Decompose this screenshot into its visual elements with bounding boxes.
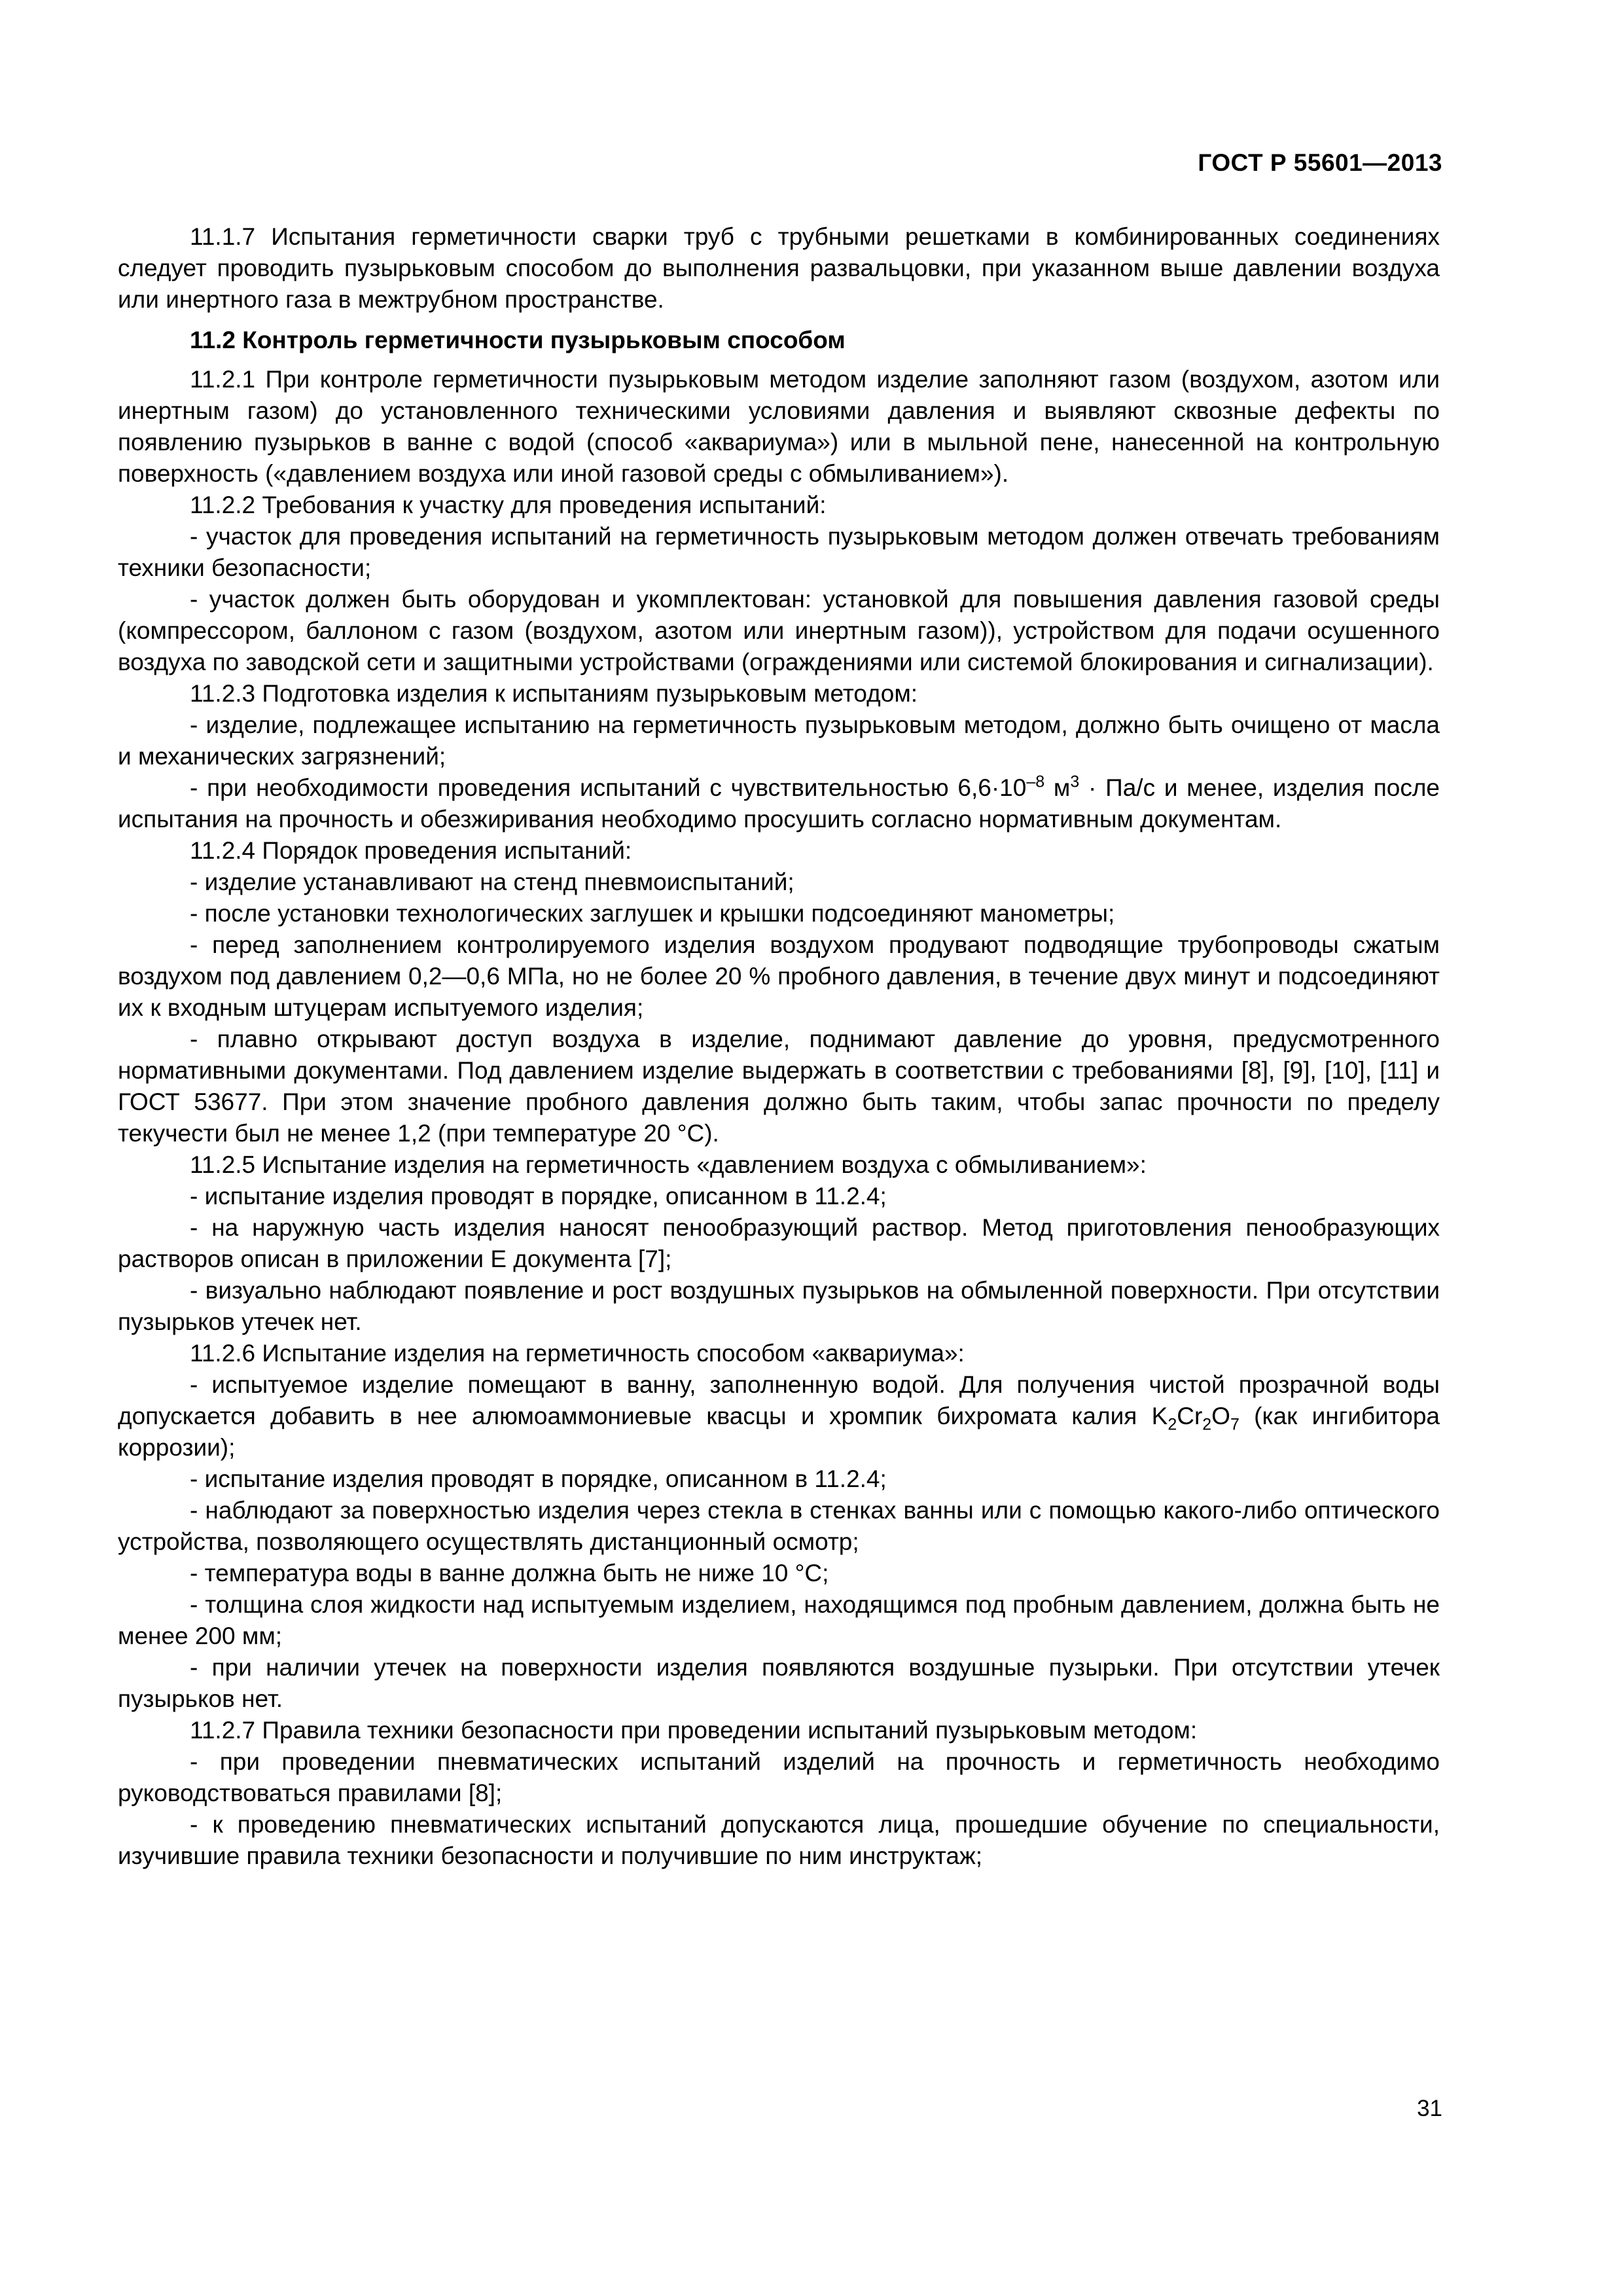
text-fragment: - при необходимости проведения испытаний с чувствительностью 6,6·10 [190, 774, 1027, 801]
list-item: - после установки технологических заглушек и крышки подсоединяют манометры; [190, 900, 1115, 927]
text-fragment: · Па/с и менее, изделия после испытания на прочность и обезжиривания необходимо просушить согласно нормативным документам. [118, 774, 1440, 833]
list-item: - к проведению пневматических испытаний допускаются лица, прошедшие обучение по специальности, изучившие правила техники безопасности и получившие по ним инструктаж; [118, 1811, 1440, 1869]
subscript: 2 [1168, 1415, 1177, 1434]
list-item: - участок для проведения испытаний на герметичность пузырьковым методом должен отвечать требованиям техники безопасности; [118, 523, 1440, 581]
standard-code-header: ГОСТ Р 55601—2013 [1198, 149, 1442, 176]
list-item: - испытание изделия проводят в порядке, описанном в 11.2.4; [190, 1465, 887, 1492]
document-body [118, 221, 1440, 1872]
page-number: 31 [1417, 2096, 1442, 2121]
list-item: - плавно открывают доступ воздуха в изделие, поднимают давление до уровня, предусмотренного нормативными документами. Под давлением изделие выдержать в соответствии с требованиями [8], [9], [10], [11] и ГОСТ 53677. При этом значение пробного давления должно быть таким, чтобы запас прочности по пределу текучести был не менее 1,2 (при температуре 20 °C). [118, 1026, 1440, 1147]
list-item-sensitivity [118, 772, 1440, 835]
list-item: - перед заполнением контролируемого изделия воздухом продувают подводящие трубопроводы сжатым воздухом под давлением 0,2—0,6 МПа, но не более 20 % пробного давления, в течение двух минут и подсоединяют их к входным штуцерам испытуемого изделия; [118, 931, 1440, 1021]
paragraph-11-1-7: 11.1.7 Испытания герметичности сварки труб с трубными решетками в комбинированных соединениях следует проводить пузырьковым способом до выполнения развальцовки, при указанном выше давлении воздуха или инертного газа в межтрубном пространстве. [118, 223, 1440, 313]
paragraph-11-2-3: 11.2.3 Подготовка изделия к испытаниям пузырьковым методом: [190, 680, 918, 707]
list-item: - изделие, подлежащее испытанию на герметичность пузырьковым методом, должно быть очищено от масла и механических загрязнений; [118, 711, 1440, 770]
list-item: - температура воды в ванне должна быть не ниже 10 °C; [190, 1560, 829, 1587]
text-fragment: - испытуемое изделие помещают в ванну, заполненную водой. Для получения чистой прозрачной воды допускается добавить в нее алюмоаммониевые квасцы и хромпик бихромата калия K [118, 1371, 1440, 1429]
paragraph-11-2-2: 11.2.2 Требования к участку для проведения испытаний: [190, 492, 827, 518]
list-item: - на наружную часть изделия наносят пенообразующий раствор. Метод приготовления пенообразующих растворов описан в приложении Е документа [7]; [118, 1214, 1440, 1272]
text-fragment: Cr [1177, 1403, 1203, 1429]
list-item: - наблюдают за поверхностью изделия через стекла в стенках ванны или с помощью какого-либо оптического устройства, позволяющего осуществлять дистанционный осмотр; [118, 1497, 1440, 1555]
subscript: 2 [1202, 1415, 1212, 1434]
exponent: 3 [1070, 772, 1080, 791]
exponent: –8 [1026, 772, 1045, 791]
paragraph-11-2-5: 11.2.5 Испытание изделия на герметичность «давлением воздуха с обмыливанием»: [190, 1151, 1147, 1178]
paragraph-11-2-6: 11.2.6 Испытание изделия на герметичность способом «аквариума»: [190, 1340, 965, 1367]
list-item: - испытание изделия проводят в порядке, описанном в 11.2.4; [190, 1183, 887, 1210]
paragraph-11-2-7: 11.2.7 Правила техники безопасности при проведении испытаний пузырьковым методом: [190, 1717, 1198, 1744]
subscript: 7 [1230, 1415, 1240, 1434]
list-item: - изделие устанавливают на стенд пневмоиспытаний; [190, 869, 794, 895]
paragraph-11-2-1: 11.2.1 При контроле герметичности пузырьковым методом изделие заполняют газом (воздухом, азотом или инертным газом) до установленного техническими условиями давления и выявляют сквозные дефекты по появлению пузырьков в ванне с водой (способ «аквариума») или в мыльной пене, нанесенной на контрольную поверхность («давлением воздуха или иной газовой среды с обмыливанием»). [118, 366, 1440, 487]
list-item: - при наличии утечек на поверхности изделия появляются воздушные пузырьки. При отсутствии утечек пузырьков нет. [118, 1654, 1440, 1712]
text-fragment: O [1211, 1403, 1230, 1429]
paragraph-11-2-4: 11.2.4 Порядок проведения испытаний: [190, 837, 632, 864]
list-item: - визуально наблюдают появление и рост воздушных пузырьков на обмыленной поверхности. При отсутствии пузырьков утечек нет. [118, 1277, 1440, 1335]
list-item: - участок должен быть оборудован и укомплектован: установкой для повышения давления газовой среды (компрессором, баллоном с газом (воздухом, азотом или инертным газом)), устройством для подачи осушенного воздуха по заводской сети и защитными устройствами (ограждениями или системой блокирования и сигнализации). [118, 586, 1440, 675]
section-heading-11-2: 11.2 Контроль герметичности пузырьковым способом [190, 327, 846, 353]
text-fragment: (как ингибитора коррозии); [118, 1403, 1440, 1461]
list-item: - толщина слоя жидкости над испытуемым изделием, находящимся под пробным давлением, должна быть не менее 200 мм; [118, 1591, 1440, 1649]
list-item: - при проведении пневматических испытаний изделий на прочность и герметичность необходимо руководствоваться правилами [8]; [118, 1748, 1440, 1806]
list-item-chemical-formula [118, 1369, 1440, 1463]
text-fragment: м [1044, 774, 1071, 801]
